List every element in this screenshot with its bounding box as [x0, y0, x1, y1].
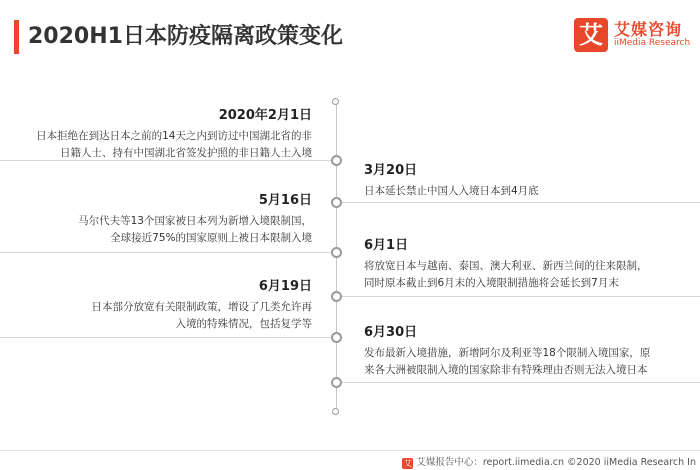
event-description: 将放宽日本与越南、泰国、澳大利亚、新西兰间的往来限制， 同时原本截止到6月末的入境限制措施将会延长到7月末	[364, 260, 648, 289]
event-date: 5月16日	[258, 193, 312, 208]
event-connector-line	[336, 296, 700, 297]
brand-name-cn: 艾媒咨询	[614, 20, 683, 39]
event-connector-line	[336, 382, 700, 383]
event-date: 6月1日	[364, 238, 409, 253]
brand-name-en: iiMedia Research	[614, 38, 691, 48]
event-description: 马尔代夫等13个国家被日本列为新增入境限制国， 全球接近75%的国家原则上被日本限制入境	[78, 215, 312, 244]
timeline-event-06-01	[364, 238, 648, 292]
timeline-event-03-20	[364, 163, 539, 200]
brand-logo	[574, 16, 692, 56]
timeline-event-2020-02-01	[36, 108, 312, 162]
event-connector-line	[336, 202, 700, 203]
event-description: 日本拒绝在到达日本之前的14天之内到访过中国湖北省的非 日籍人士、持有中国湖北省签发护照的非日籍人士入境	[36, 130, 312, 159]
page-title: 2020H1日本防疫隔离政策变化	[28, 24, 343, 49]
footer	[402, 454, 696, 469]
event-date: 6月30日	[364, 325, 418, 340]
timeline-node	[331, 197, 342, 208]
brand-logo-mark: 艾	[574, 18, 608, 52]
event-description: 日本延长禁止中国人入境日本到4月底	[364, 185, 539, 197]
timeline-node	[331, 377, 342, 388]
footer-divider	[0, 450, 700, 451]
timeline-end-cap	[332, 408, 339, 415]
event-date: 2020年2月1日	[218, 108, 312, 123]
timeline-event-05-16	[78, 193, 312, 247]
timeline-node	[331, 332, 342, 343]
timeline-start-cap	[332, 98, 339, 105]
event-connector-line	[0, 252, 336, 253]
timeline-node	[331, 247, 342, 258]
event-date: 6月19日	[258, 279, 312, 294]
timeline-event-06-19	[92, 279, 313, 333]
event-connector-line	[0, 160, 336, 161]
event-connector-line	[0, 337, 336, 338]
event-date: 3月20日	[364, 163, 418, 178]
title-accent-bar	[14, 20, 19, 54]
footer-text: 艾媒报告中心：report.iimedia.cn ©2020 iiMedia Research In	[416, 457, 696, 468]
timeline-node	[331, 155, 342, 166]
timeline-node	[331, 291, 342, 302]
event-description: 日本部分放宽有关限制政策，增设了几类允许再 入境的特殊情况，包括复学等	[91, 301, 312, 330]
event-description: 发布最新入境措施，新增阿尔及利亚等18个限制入境国家，原 来各大洲被限制入境的国家除非有特殊理由否则无法入境日本	[364, 347, 651, 376]
footer-logo-icon: 艾	[403, 459, 412, 468]
timeline-event-06-30	[364, 325, 650, 379]
